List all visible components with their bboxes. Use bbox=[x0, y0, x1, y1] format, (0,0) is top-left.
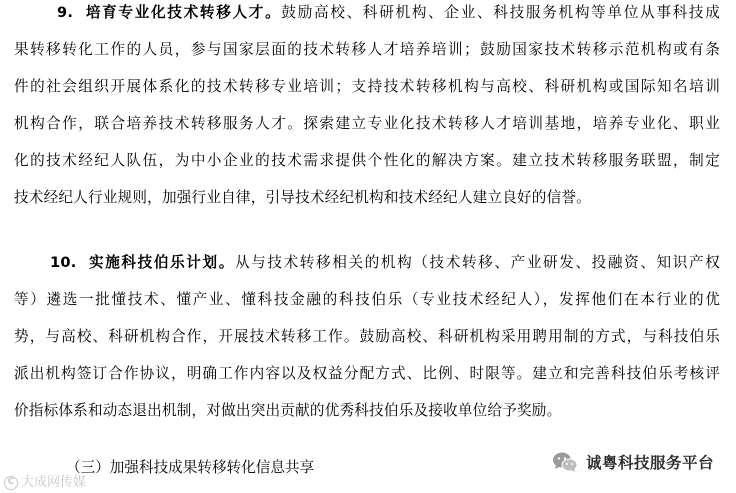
item9-line: 技术经纪人行业规则，加强行业自律，引导技术经纪机构和技术经纪人建立良好的信誉。 bbox=[14, 189, 591, 206]
item9-heading: 培育专业化技术转移人才。 bbox=[85, 4, 282, 21]
item10-line: 等）遴选一批懂技术、懂产业、懂科技金融的科技伯乐（专业技术经纪人），发挥他们在本行业的优 bbox=[14, 291, 720, 308]
item9-first-text: 鼓励高校、科研机构、企业、科技服务机构等单位从事科技成 bbox=[281, 4, 720, 21]
wechat-icon bbox=[552, 451, 578, 473]
item9-line: 果转移转化工作的人员，参与国家层面的技术转移人才培养培训；鼓励国家技术转移示范机构或有条 bbox=[14, 41, 720, 58]
item10-first-text: 从与技术转移相关的机构（技术转移、产业研发、投融资、知识产权 bbox=[234, 254, 720, 271]
watermark bbox=[4, 474, 86, 492]
item10-line: 势，与高校、科研机构合作，开展技术转移工作。鼓励高校、科研机构采用聘用制的方式，与科技伯乐 bbox=[14, 328, 720, 345]
watermark-logo-icon: C bbox=[4, 476, 18, 490]
item9-first-line bbox=[57, 0, 720, 26]
brand-signature bbox=[552, 447, 714, 477]
item10-heading: 实施科技伯乐计划。 bbox=[88, 254, 235, 271]
item10-first-line bbox=[50, 250, 720, 276]
item10-line: 价指标体系和动态退出机制，对做出突出贡献的优秀科技伯乐及接收单位给予奖励。 bbox=[14, 402, 562, 419]
item10-number: 10. bbox=[50, 254, 77, 271]
item9-line: 机构合作，联合培养技术转移服务人才。探索建立专业化技术转移人才培训基地，培养专业化、职业 bbox=[14, 115, 720, 132]
item9-line: 件的社会组织开展体系化的技术转移专业培训；支持技术转移机构与高校、科研机构或国际知名培训 bbox=[14, 78, 720, 95]
section3-heading: （三）加强科技成果转移转化信息共享 bbox=[66, 459, 315, 476]
item9-number: 9. bbox=[57, 4, 74, 21]
watermark-text: 大成网传媒 bbox=[21, 475, 87, 490]
item10-line: 派出机构签订合作协议，明确工作内容以及权益分配方式、比例、时限等。建立和完善科技伯乐考核评 bbox=[14, 365, 720, 382]
item9-line: 化的技术经纪人队伍，为中小企业的技术需求提供个性化的解决方案。建立技术转移服务联盟，制定 bbox=[14, 152, 720, 169]
brand-name: 诚粤科技服务平台 bbox=[585, 454, 714, 472]
